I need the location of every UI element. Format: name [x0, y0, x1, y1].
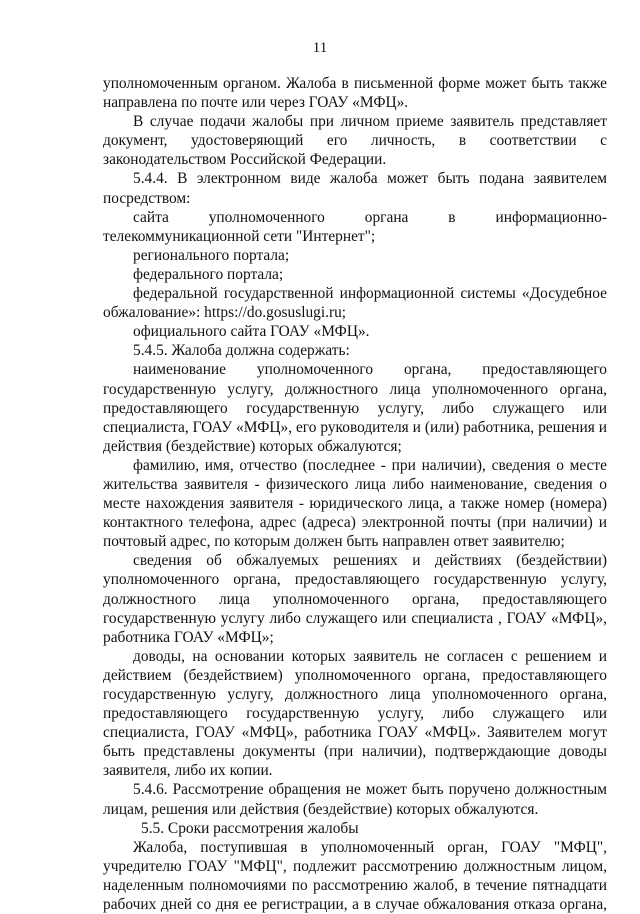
text-line: уполномоченного органа, предоставляющего государственную услугу,: [103, 571, 607, 589]
text-line: Жалоба, поступившая в уполномоченный орган, ГОАУ "МФЦ",: [133, 838, 607, 856]
text-line: посредством:: [103, 189, 191, 207]
text-line: В случае подачи жалобы при личном приеме заявитель представляет: [133, 113, 607, 131]
text-line: специалиста, ГОАУ «МФЦ», работника ГОАУ «МФЦ». Заявителем могут: [103, 724, 607, 742]
text-line: 5.4.6. Рассмотрение обращения не может быть поручено должностным: [133, 781, 607, 799]
text-line: регионального портала;: [133, 246, 290, 264]
text-line: 5.4.4. В электронном виде жалоба может быть подана заявителем: [133, 170, 607, 188]
text-line: направлена по почте или через ГОАУ «МФЦ».: [103, 94, 409, 112]
text-line: документ, удостоверяющий его личность, в соответствии с: [103, 132, 607, 150]
text-line: 5.4.5. Жалоба должна содержать:: [133, 342, 350, 360]
text-line: месте нахождения заявителя - юридического лица, а также номер (номера): [103, 495, 607, 513]
text-line: законодательством Российской Федерации.: [103, 151, 387, 169]
text-line: жительства заявителя - физического лица либо наименование, сведения о: [103, 475, 607, 493]
text-line: действием (бездействием) уполномоченного органа, предоставляющего: [103, 666, 607, 684]
text-line: действия (бездействие) которых обжалуются;: [103, 437, 402, 455]
text-line: контактного телефона, адрес (адреса) электронной почты (при наличии) и: [103, 514, 607, 532]
text-line: федеральной государственной информационной системы «Досудебное: [133, 285, 607, 303]
text-line: 5.5. Сроки рассмотрения жалобы: [141, 819, 359, 837]
text-line: сайта уполномоченного органа в информационно-: [133, 208, 607, 226]
document-body: [103, 74, 607, 914]
text-line: наделенным полномочиями по рассмотрению жалоб, в течение пятнадцати: [103, 876, 607, 894]
text-line: учредителю ГОАУ "МФЦ", подлежит рассмотрению должностным лицом,: [103, 857, 607, 875]
text-line: работника ГОАУ «МФЦ»;: [103, 628, 274, 646]
text-line: предоставляющего государственную услугу, либо служащего или: [103, 399, 607, 417]
text-line: фамилию, имя, отчество (последнее - при наличии), сведения о месте: [133, 456, 607, 474]
text-line: заявителя, либо их копии.: [103, 762, 273, 780]
text-line: телекоммуникационной сети "Интернет";: [103, 227, 376, 245]
page-number: 11: [312, 40, 328, 56]
text-line: должностного лица уполномоченного органа, предоставляющего: [103, 590, 607, 608]
text-line: предоставляющего государственную услугу, либо служащего или: [103, 705, 607, 723]
text-line: официального сайта ГОАУ «МФЦ».: [133, 323, 370, 341]
text-line: государственную услугу, должностного лица уполномоченного органа,: [103, 686, 607, 703]
text-line: сведения об обжалуемых решениях и действиях (бездействии): [133, 552, 607, 570]
text-line: почтовый адрес, по которым должен быть направлен ответ заявителю;: [103, 533, 565, 551]
text-line: уполномоченным органом. Жалоба в письменной форме может быть также: [103, 75, 607, 92]
text-line: обжалование»: https://do.gosuslugi.ru;: [103, 304, 347, 322]
text-line: наименование уполномоченного органа, предоставляющего: [133, 361, 607, 379]
text-line: лицам, решения или действия (бездействие) которых обжалуются.: [103, 800, 539, 818]
text-line: специалиста, ГОАУ «МФЦ», его руководителя и (или) работника, решения и: [103, 418, 607, 436]
text-line: рабочих дней со дня ее регистрации, а в случае обжалования отказа органа,: [103, 896, 607, 914]
text-line: государственную услугу, должностного лица уполномоченного органа,: [103, 380, 607, 398]
text-line: быть представлены документы (при наличии), подтверждающие доводы: [103, 743, 607, 761]
text-line: государственную услугу либо служащего или специалиста , ГОАУ «МФЦ»,: [103, 609, 607, 627]
text-line: федерального портала;: [133, 265, 284, 283]
text-line: доводы, на основании которых заявитель не согласен с решением и: [133, 647, 607, 665]
